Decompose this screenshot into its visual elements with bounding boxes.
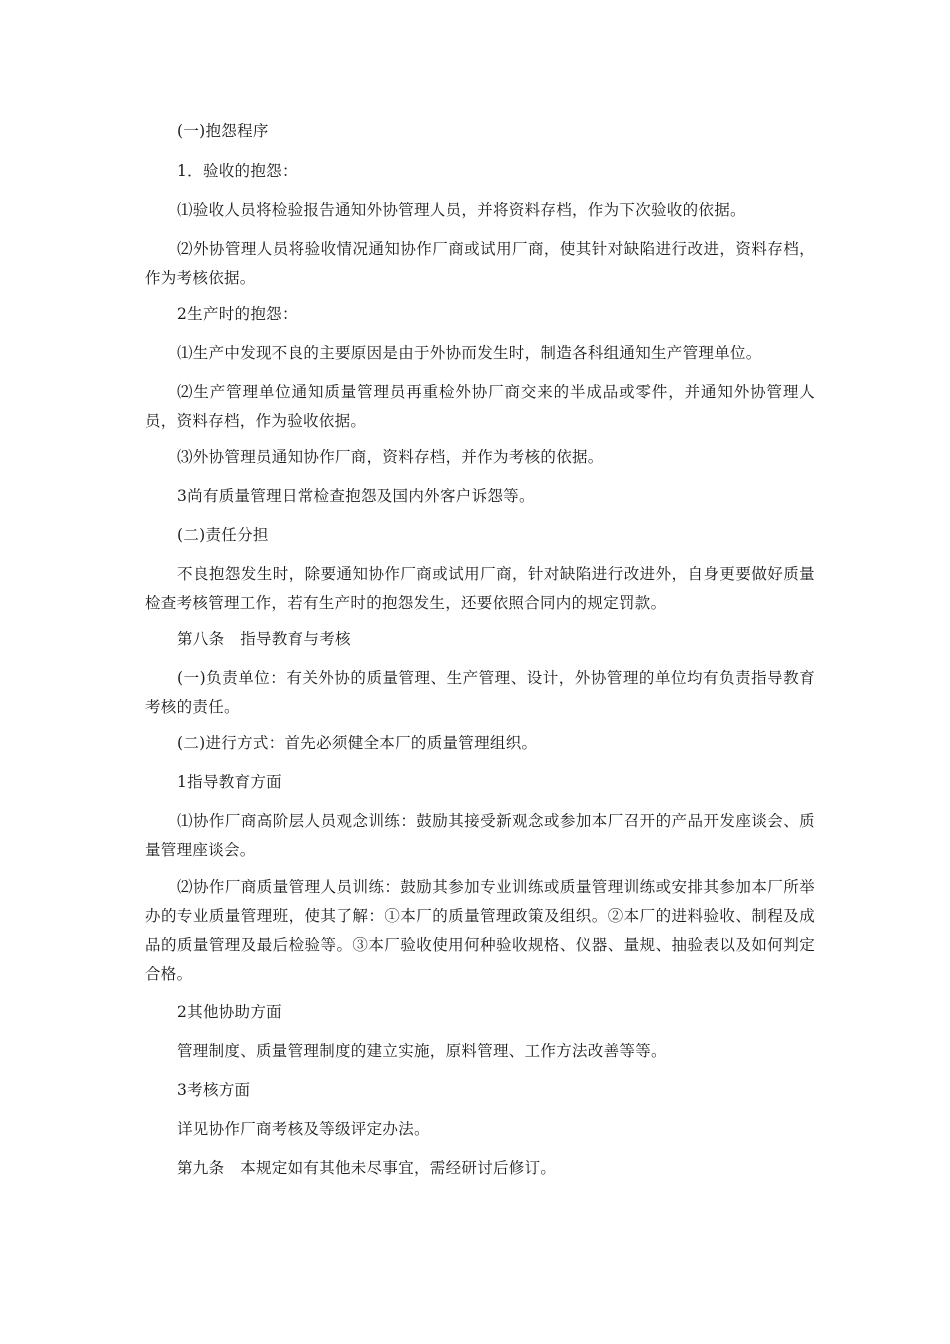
paragraph-production-2: ⑵生产管理单位通知质量管理员再重检外协厂商交来的半成品或零件，并通知外协管理人员，资料存档，作为验收依据。 xyxy=(145,383,815,430)
item-other-assistance-heading: 2其他协助方面 xyxy=(177,1003,282,1021)
paragraph-guidance-1: ⑴协作厂商高阶层人员观念训练：鼓励其接受新观念或参加本厂召开的产品开发座谈会、质量管理座谈会。 xyxy=(145,812,815,859)
section-responsibility-heading: (二)责任分担 xyxy=(177,526,269,544)
item-production-complaint-heading: 2生产时的抱怨： xyxy=(177,305,298,323)
paragraph-assessment: 详见协作厂商考核及等级评定办法。 xyxy=(177,1120,430,1138)
paragraph-method: (二)进行方式：首先必须健全本厂的质量管理组织。 xyxy=(177,734,538,752)
paragraph-other-assistance: 管理制度、质量管理制度的建立实施，原料管理、工作方法改善等等。 xyxy=(177,1042,667,1060)
article-9: 第九条 本规定如有其他未尽事宜，需经研讨后修订。 xyxy=(177,1159,557,1177)
paragraph-responsible-unit: (一)负责单位：有关外协的质量管理、生产管理、设计，外协管理的单位均有负责指导教育考核的责任。 xyxy=(145,669,815,716)
section-complaint-procedure-heading: (一)抱怨程序 xyxy=(177,122,269,140)
paragraph-guidance-2: ⑵协作厂商质量管理人员训练：鼓励其参加专业训练或质量管理训练或安排其参加本厂所举办的专业质量管理班，使其了解：①本厂的质量管理政策及组织。②本厂的进料验收、制程及成品的质量管理及最后检验等。③本厂验收使用何种验收规格、仪器、量规、抽验表以及如何判定合格。 xyxy=(145,878,815,983)
item-guidance-heading: 1指导教育方面 xyxy=(177,773,282,791)
paragraph-acceptance-2: ⑵外协管理人员将验收情况通知协作厂商或试用厂商，使其针对缺陷进行改进，资料存档，作为考核依据。 xyxy=(145,240,815,287)
paragraph-acceptance-1: ⑴验收人员将检验报告通知外协管理人员，并将资料存档，作为下次验收的依据。 xyxy=(177,201,746,219)
paragraph-production-1: ⑴生产中发现不良的主要原因是由于外协而发生时，制造各科组通知生产管理单位。 xyxy=(177,344,762,362)
paragraph-other-complaints: 3尚有质量管理日常检查抱怨及国内外客户诉怨等。 xyxy=(177,487,535,505)
item-assessment-heading: 3考核方面 xyxy=(177,1081,251,1099)
paragraph-production-3: ⑶外协管理员通知协作厂商，资料存档，并作为考核的依据。 xyxy=(177,448,604,466)
paragraph-responsibility: 不良抱怨发生时，除要通知协作厂商或试用厂商，针对缺陷进行改进外，自身更要做好质量检查考核管理工作，若有生产时的抱怨发生，还要依照合同内的规定罚款。 xyxy=(145,565,815,612)
item-acceptance-complaint-heading: 1．验收的抱怨： xyxy=(177,162,298,180)
article-8-heading: 第八条 指导教育与考核 xyxy=(177,630,351,648)
